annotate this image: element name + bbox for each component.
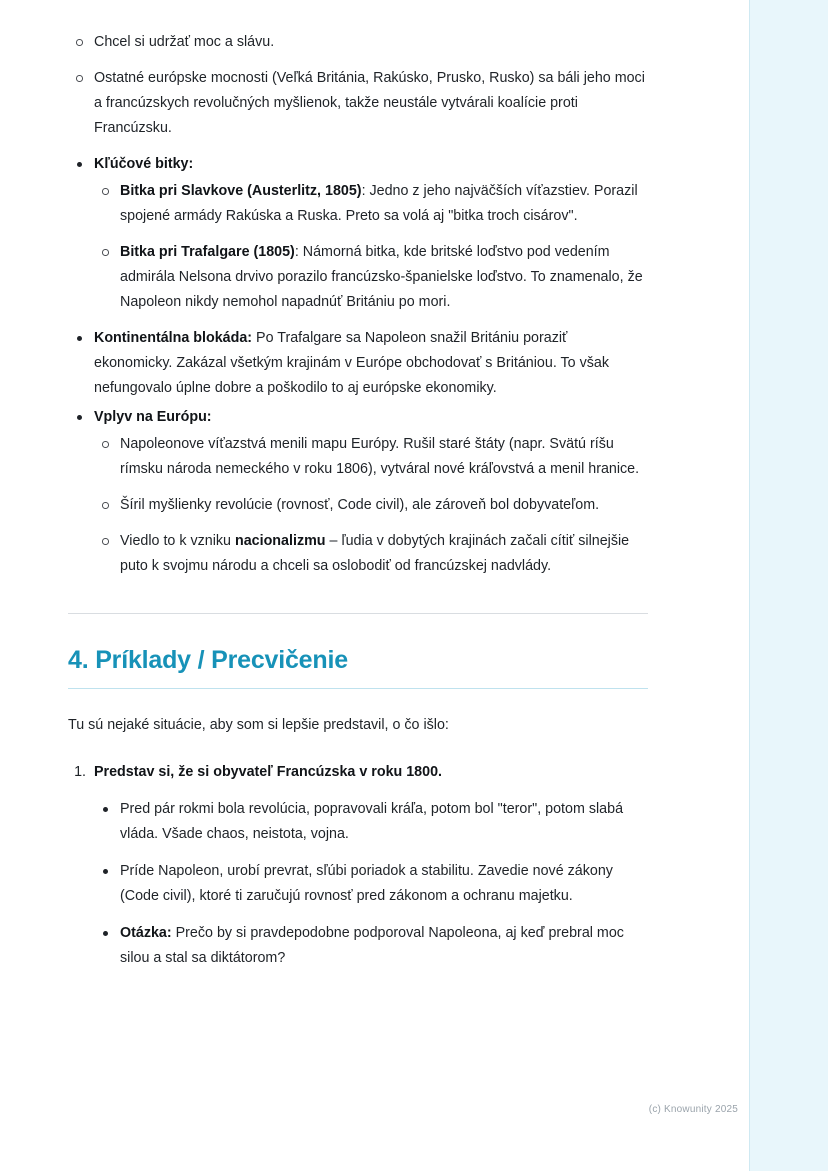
list-item-heading: Kľúčové bitky: — [94, 156, 194, 172]
list-item-heading: Vplyv na Európu: — [94, 409, 212, 425]
list-item-heading: Predstav si, že si obyvateľ Francúzska v roku 1800. — [94, 764, 443, 780]
list-item: Napoleonove víťazstvá menili mapu Európy. Rušil staré štáty (napr. Svätú ríšu rímsku národa nemeckého v roku 1806), vytváral nové kráľovstvá a menil hranice. — [94, 432, 648, 482]
list-item-number: 1. — [74, 764, 86, 780]
page-side-strip — [749, 0, 828, 1171]
section-divider — [68, 613, 648, 614]
list-item — [68, 760, 648, 971]
intro-paragraph: Tu sú nejaké situácie, aby som si lepšie predstavil, o čo išlo: — [68, 717, 449, 733]
list-item — [68, 405, 648, 579]
sublist — [94, 179, 648, 315]
list-item: Otázka: Prečo by si pravdepodobne podporoval Napoleona, aj keď prebral moc silou a stal sa diktátorom? — [94, 921, 648, 971]
list-item: Príde Napoleon, urobí prevrat, sľúbi poriadok a stabilitu. Zavedie nové zákony (Code civil), ktoré ti zaručujú rovnosť pred zákonom a ochranu majetku. — [94, 859, 648, 909]
list-item: Šíril myšlienky revolúcie (rovnosť, Code civil), ale zároveň bol dobyvateľom. — [94, 493, 648, 518]
list-item — [68, 152, 648, 315]
document-content — [68, 28, 648, 983]
copyright-note: (c) Knowunity 2025 — [648, 1104, 738, 1115]
numbered-list — [68, 760, 648, 971]
sublist — [94, 432, 648, 579]
list-item: Bitka pri Slavkove (Austerlitz, 1805): Jedno z jeho najväčších víťazstiev. Porazil spojené armády Rakúska a Ruska. Preto sa volá aj "bitka troch cisárov". — [94, 179, 648, 229]
sublist — [94, 797, 648, 971]
list-item: Kontinentálna blokáda: Po Trafalgare sa Napoleon snažil Britániu poraziť ekonomicky. Zakázal všetkým krajinám v Európe obchodovať s Britániou. To však nefungovalo úplne dobre a poškodilo to aj európske ekonomiky. — [68, 326, 648, 401]
list-item: Viedlo to k vzniku nacionalizmu – ľudia v dobytých krajinách začali cítiť silnejšie puto k svojmu národu a chceli sa oslobodiť od francúzskej nadvlády. — [94, 529, 648, 579]
main-bullet-list — [68, 152, 648, 579]
top-sublist — [68, 30, 648, 141]
list-item: Bitka pri Trafalgare (1805): Námorná bitka, kde britské loďstvo pod vedením admirála Nelsona drvivo porazilo francúzsko-španielske loďstvo. To znamenalo, že Napoleon nikdy nemohol napadnúť Britániu po mori. — [94, 240, 648, 315]
list-item: Chcel si udržať moc a slávu. — [68, 30, 648, 55]
list-item: Pred pár rokmi bola revolúcia, popravovali kráľa, potom bol "teror", potom slabá vláda. Všade chaos, neistota, vojna. — [94, 797, 648, 847]
section-title: 4. Príklady / Precvičenie — [68, 644, 648, 689]
list-item: Ostatné európske mocnosti (Veľká Británia, Rakúsko, Prusko, Rusko) sa báli jeho moci a francúzskych revolučných myšlienok, takže neustále vytvárali koalície proti Francúzsku. — [68, 66, 648, 141]
